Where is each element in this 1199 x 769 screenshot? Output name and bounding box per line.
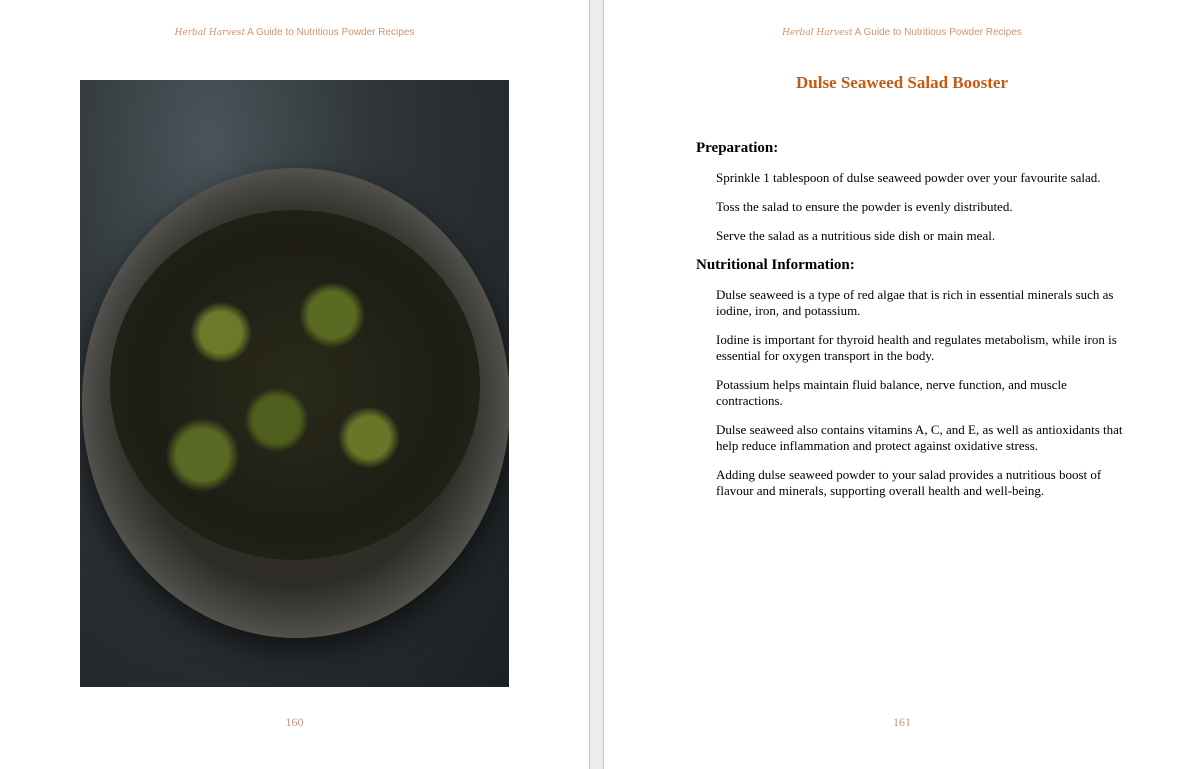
- header-subtitle: A Guide to Nutritious Powder Recipes: [247, 27, 415, 38]
- nutrition-paragraph: Dulse seaweed is a type of red algae that is rich in essential minerals such as iodine, iron, and potassium.: [716, 287, 1114, 318]
- page-header: [0, 27, 589, 38]
- nutrition-paragraph: Dulse seaweed also contains vitamins A, C, and E, as well as antioxidants that help reduce inflammation and protect against oxidative stress.: [716, 422, 1123, 453]
- right-page: [605, 0, 1199, 769]
- page-header: [605, 27, 1199, 38]
- preparation-step: Serve the salad as a nutritious side dish or main meal.: [716, 228, 996, 243]
- left-page: [0, 0, 589, 769]
- header-brand: Herbal Harvest: [782, 28, 853, 38]
- header-brand: Herbal Harvest: [174, 28, 246, 38]
- page-number: 160: [285, 715, 304, 729]
- recipe-content: [696, 140, 1136, 512]
- recipe-title: Dulse Seaweed Salad Booster: [795, 73, 1009, 92]
- header-subtitle: A Guide to Nutritious Powder Recipes: [854, 27, 1022, 38]
- page-gutter: [589, 0, 604, 769]
- preparation-step: Sprinkle 1 tablespoon of dulse seaweed powder over your favourite salad.: [716, 170, 1101, 185]
- nutrition-paragraph: Adding dulse seaweed powder to your salad provides a nutritious boost of flavour and minerals, supporting overall health and well-being.: [716, 467, 1102, 498]
- nutrition-paragraph: Potassium helps maintain fluid balance, nerve function, and muscle contractions.: [716, 377, 1067, 408]
- nutrition-paragraph: Iodine is important for thyroid health and regulates metabolism, while iron is essential for oxygen transport in the body.: [716, 332, 1117, 363]
- preparation-step: Toss the salad to ensure the powder is evenly distributed.: [716, 199, 1013, 214]
- seaweed-salad-photo: [80, 80, 509, 687]
- seaweed-image: [110, 210, 480, 560]
- preparation-heading: Preparation:: [696, 140, 779, 156]
- nutrition-heading: Nutritional Information:: [696, 257, 855, 273]
- page-number: 161: [893, 715, 911, 729]
